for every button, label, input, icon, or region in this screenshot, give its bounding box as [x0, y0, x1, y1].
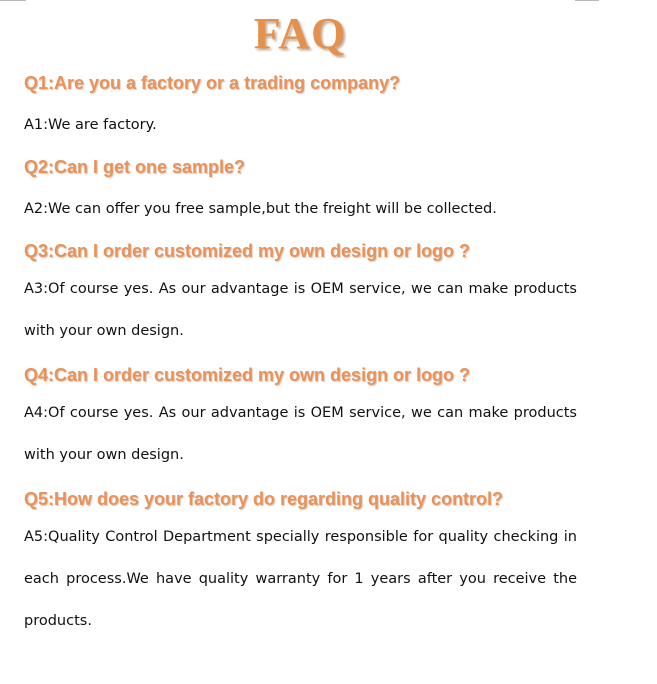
top-left-rule [0, 0, 26, 1]
faq-answer-3: A3:Of course yes. As our advantage is OEM service, we can make products with your own design. [24, 281, 577, 339]
faq-answer-5: A5:Quality Control Department specially responsible for quality checking in each process.We have quality warranty for 1 years after you receive the products. [24, 529, 577, 629]
top-right-rule [575, 0, 599, 1]
faq-question-1: Q1:Are you a factory or a trading company? [24, 73, 401, 93]
faq-question-4: Q4:Can I order customized my own design or logo ? [24, 365, 471, 385]
faq-question-3: Q3:Can I order customized my own design or logo ? [24, 241, 471, 261]
faq-answer-1: A1:We are factory. [24, 117, 157, 133]
faq-answer-2: A2:We can offer you free sample,but the freight will be collected. [24, 201, 497, 217]
faq-question-5: Q5:How does your factory do regarding quality control? [24, 489, 504, 509]
faq-question-2: Q2:Can I get one sample? [24, 157, 246, 177]
page-title: FAQ [253, 9, 347, 58]
faq-answer-4: A4:Of course yes. As our advantage is OEM service, we can make products with your own design. [24, 405, 577, 463]
faq-list [24, 66, 577, 642]
